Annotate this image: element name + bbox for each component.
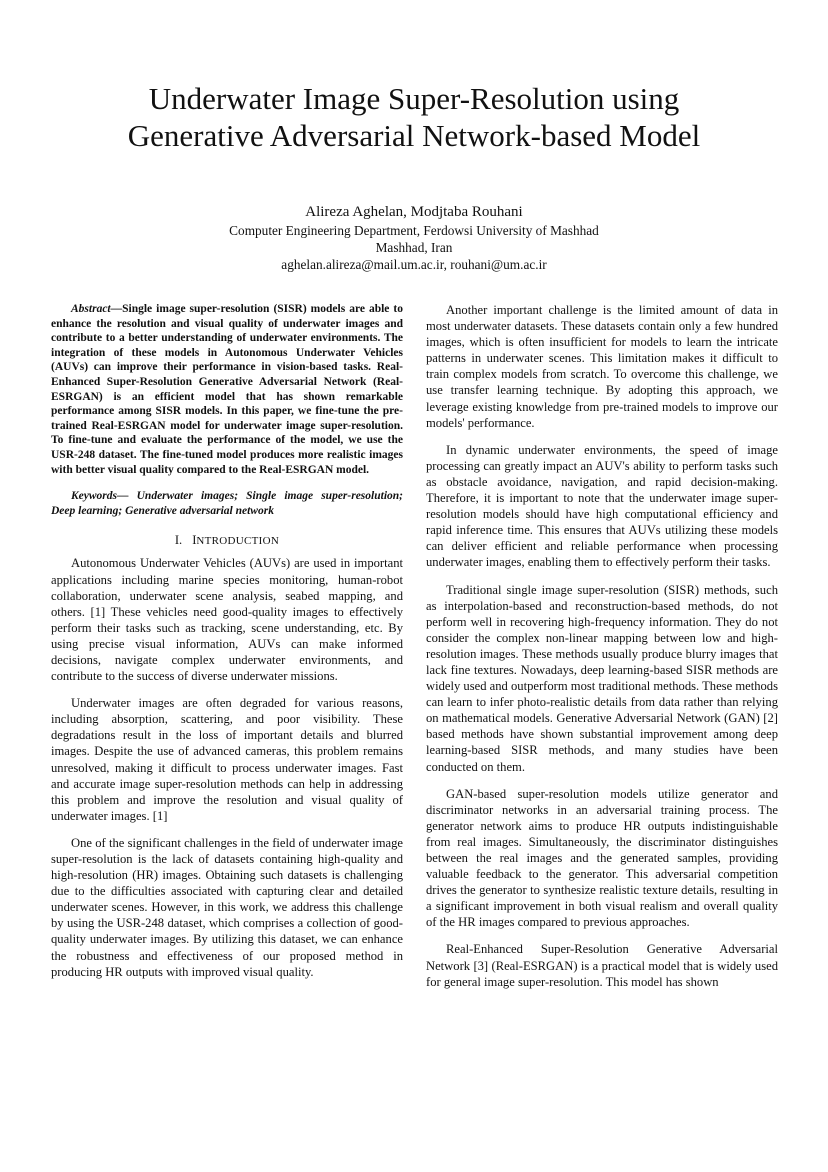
body-paragraph: Autonomous Underwater Vehicles (AUVs) are used in important applications including marine species monitoring, human-robot collaboration, underwater scene analysis, seabed mapping, and others. [1] These vehicles need good-quality images to effectively perform their tasks such as tracking, scene understanding, etc. By using precise visual information, AUVs can make informed decisions, navigate complex underwater environments, and contribute to the success of diverse underwater missions. — [51, 556, 403, 684]
abstract — [51, 302, 403, 477]
abstract-label: Abstract— — [71, 303, 123, 315]
right-column — [426, 302, 778, 1001]
body-paragraph: GAN-based super-resolution models utilize generator and discriminator networks in an adversarial training process. The generator network aims to produce HR outputs indistinguishable from real images. Simultaneously, the discriminator distinguishes between the real images and the generated samples, providing valuable feedback to the generator. This adversarial competition drives the generator to synthesize realistic texture details, resulting in a significant improvement in both visual realism and overall quality of the HR images compared to previous approaches. — [426, 786, 778, 930]
body-paragraph: Another important challenge is the limited amount of data in most underwater datasets. These datasets contain only a few hundred images, which is often insufficient for models to learn the intricate patterns in underwater scenes. This limitation makes it difficult to train complex models from scratch. To overcome this challenge, we use transfer learning technique. By adopting this approach, we leverage existing knowledge from pre-trained models to improve our models' performance. — [426, 303, 778, 430]
affiliation-block — [40, 222, 788, 273]
author-emails: aghelan.alireza@mail.um.ac.ir, rouhani@um.ac.ir — [281, 257, 547, 272]
body-paragraph: Traditional single image super-resolution (SISR) methods, such as interpolation-based and reconstruction-based methods, do not perform well in recovering high-frequency information. They do not consider the complex non-linear mapping between low and high-resolution images. These methods usually produce blurry images that lack fine textures. Nowadays, deep learning-based SISR methods are widely used and outperform most traditional methods. These methods can learn to infer photo-realistic details from data rather than relying on mathematical models. Generative Adversarial Network (GAN) [2] based methods have shown substantial improvement among deep learning-based SISR methods, and many studies have been conducted on them. — [426, 582, 778, 774]
body-paragraph: Real-Enhanced Super-Resolution Generative Adversarial Network [3] (Real-ESRGAN) is a practical model that is widely used for general image super-resolution. This model has shown — [426, 942, 778, 989]
title-line-1: Underwater Image Super-Resolution using — [148, 81, 680, 116]
author-list: Alireza Aghelan, Modjtaba Rouhani — [305, 204, 523, 220]
left-column — [51, 302, 403, 991]
keywords: Keywords— Underwater images; Single image super-resolution; Deep learning; Generative adversarial network — [51, 490, 403, 517]
affiliation-department: Computer Engineering Department, Ferdowsi University of Mashhad — [229, 223, 599, 238]
body-paragraph: In dynamic underwater environments, the speed of image processing can greatly impact an AUV's ability to perform tasks such as obstacle avoidance, navigation, and rapid decision-making. Therefore, it is important to note that the underwater image super-resolution models should have high computational efficiency and rapid inference time. This ensures that AUVs utilizing these models can deliver efficient and reliable performance when processing underwater images, enabling them to effectively perform their tasks. — [426, 442, 778, 570]
section-number: I. — [174, 533, 183, 548]
section-title-rest: NTRODUCTION — [196, 535, 280, 548]
title-line-2: Generative Adversarial Network-based Model — [127, 118, 701, 153]
abstract-text: Single image super-resolution (SISR) models are able to enhance the resolution and visual quality of underwater images and contribute to a better understanding of underwater environments. The integration of these models in Autonomous Underwater Vehicles (AUVs) can improve their performance in vision-based tasks. Real-Enhanced Super-Resolution Generative Adversarial Network (Real-ESRGAN) is an efficient model that has shown remarkable performance among SISR models. In this paper, we fine-tune the pre-trained Real-ESRGAN model for underwater image super-resolution. To fine-tune and evaluate the performance of the model, we use the USR-248 dataset. The fine-tuned model produces more realistic images with better visual quality compared to the Real-ESRGAN model. — [51, 303, 403, 476]
section-title-initial: I — [192, 533, 197, 548]
body-paragraph: Underwater images are often degraded for various reasons, including absorption, scattering, and poor visibility. These degradations result in the loss of important details and blurred images. Despite the use of advanced cameras, this problem remains unresolved, making it difficult to process underwater images. Fast and accurate image super-resolution methods can help in addressing this problem and improve the resolution and visual quality of underwater images. [1] — [51, 696, 403, 823]
body-paragraph: One of the significant challenges in the field of underwater image super-resolution is the lack of datasets containing high-quality and high-resolution (HR) images. Obtaining such datasets is challenging due to the difficulties associated with capturing clear and detailed underwater scenes. However, in this work, we address this challenge by using the USR-248 dataset, which comprises a collection of good-quality underwater images. By utilizing this dataset, we can enhance the robustness and effectiveness of our proposed method in producing HR outputs with improved visual quality. — [51, 835, 403, 979]
affiliation-location: Mashhad, Iran — [375, 240, 453, 255]
paper-title — [40, 80, 788, 154]
section-heading-introduction — [51, 532, 403, 549]
